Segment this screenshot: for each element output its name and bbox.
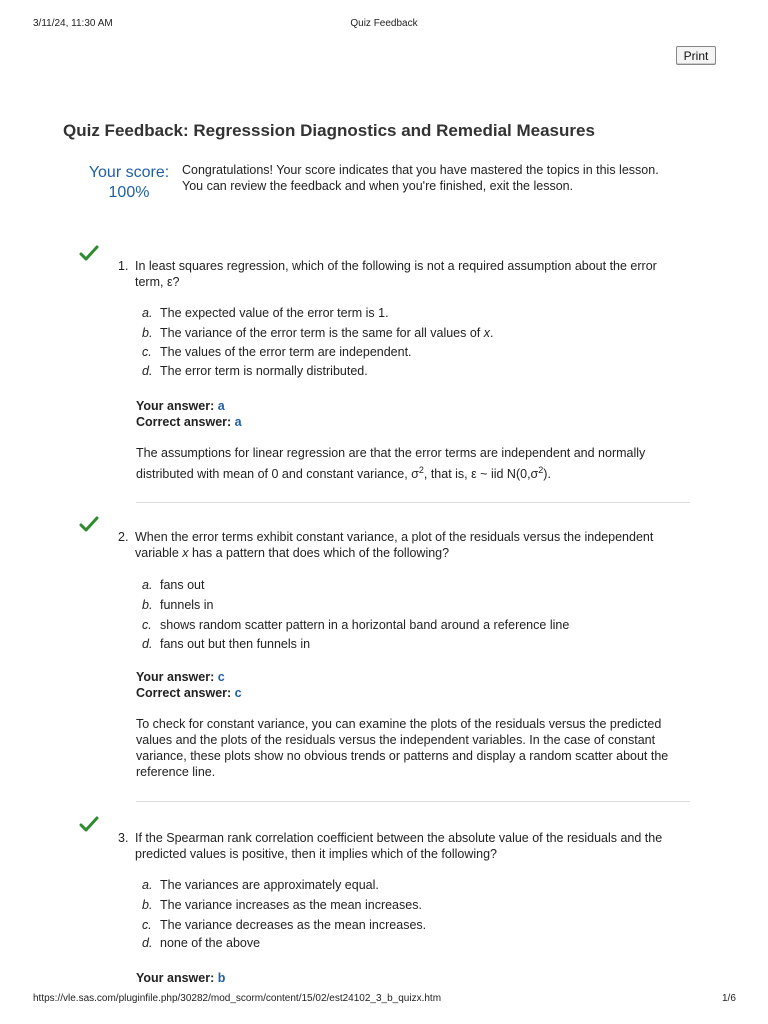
option-text-variable: x [483, 326, 490, 340]
option-letter: d. [142, 936, 153, 950]
quiz-title: Quiz Feedback: Regresssion Diagnostics and Remedial Measures [63, 121, 595, 140]
question-number: 2. [118, 530, 129, 544]
score-value: 100% [108, 184, 150, 201]
explanation-text: ). [543, 467, 551, 482]
option-letter: a. [142, 878, 153, 892]
option-letter: b. [142, 898, 153, 912]
check-mark-icon [79, 816, 99, 834]
divider [136, 801, 690, 802]
answer-summary [136, 970, 225, 986]
option-a [142, 304, 389, 322]
correct-answer-value: c [234, 686, 242, 700]
option-letter: c. [142, 618, 152, 632]
option-letter: d. [142, 637, 153, 651]
score-label: Your score: [88, 164, 170, 181]
print-page-title: Quiz Feedback [350, 18, 418, 29]
answer-explanation [136, 445, 692, 483]
check-mark-icon [79, 516, 99, 534]
divider [136, 502, 690, 503]
option-letter: c. [142, 918, 152, 932]
option-text: The variances are approximately equal. [160, 878, 379, 892]
score-display [80, 163, 178, 203]
option-b [142, 896, 422, 914]
page-number: 1/6 [722, 993, 736, 1004]
question-prompt: In least squares regression, which of the following is not a required assumption about the error term, ε? [135, 259, 657, 289]
option-text: The error term is normally distributed. [160, 364, 368, 378]
option-text-end: . [490, 326, 494, 340]
option-d [142, 934, 260, 952]
score-message: Congratulations! Your score indicates that you have mastered the topics in this lesson. You can review the feedback and when you're finished, exit the lesson. [182, 163, 659, 193]
correct-answer-label: Correct answer: [136, 415, 232, 429]
your-answer-value: b [217, 971, 226, 985]
question-prompt [135, 529, 685, 561]
option-d [142, 635, 310, 653]
question-prompt-start: When the error terms exhibit constant variance, a plot of the residuals versus the independent variable [135, 530, 654, 560]
your-answer-value: c [217, 670, 225, 684]
question-number: 3. [118, 831, 129, 845]
answer-summary [136, 398, 242, 430]
your-answer [136, 970, 225, 986]
correct-answer-value: a [234, 415, 242, 429]
option-c [142, 616, 569, 634]
option-letter: d. [142, 364, 153, 378]
explanation-text: The assumptions for linear regression are that the error terms are independent and normally distributed with mean of 0 and constant variance, σ [136, 446, 646, 482]
option-text: fans out but then funnels in [160, 637, 311, 651]
print-datetime: 3/11/24, 11:30 AM [33, 18, 113, 29]
option-text: The variance increases as the mean increases. [160, 898, 422, 912]
print-footer [0, 993, 768, 1007]
option-b [142, 324, 493, 342]
option-text: shows random scatter pattern in a horizontal band around a reference line [160, 618, 570, 632]
question-prompt-variable: x [182, 546, 189, 560]
option-letter: b. [142, 598, 153, 612]
your-answer-label: Your answer: [136, 971, 215, 985]
your-answer [136, 398, 242, 414]
superscript: 2 [418, 465, 424, 475]
superscript: 2 [538, 465, 544, 475]
option-text: The variance decreases as the mean increases. [160, 918, 427, 932]
check-mark-icon [79, 245, 99, 263]
option-letter: b. [142, 326, 153, 340]
page-url: https://vle.sas.com/pluginfile.php/30282/mod_scorm/content/15/02/est24102_3_b_quizx.htm [33, 993, 442, 1004]
your-answer-label: Your answer: [136, 399, 215, 413]
option-letter: a. [142, 306, 153, 320]
option-a [142, 876, 379, 894]
question-prompt: If the Spearman rank correlation coefficient between the absolute value of the residuals and the predicted values is positive, then it implies which of the following? [135, 831, 663, 861]
answer-explanation: To check for constant variance, you can examine the plots of the residuals versus the predicted values and the plots of the residuals versus the independent variables. In the case of constant variance, these plots show no obvious trends or patterns and display a random scatter about the reference line. [136, 717, 669, 779]
option-text: none of the above [160, 936, 261, 950]
your-answer [136, 669, 242, 685]
correct-answer [136, 414, 242, 430]
option-text: The values of the error term are independent. [160, 345, 412, 359]
option-a [142, 576, 204, 594]
question-prompt-end: has a pattern that does which of the following? [188, 546, 450, 560]
question-number: 1. [118, 259, 129, 273]
your-answer-value: a [217, 399, 225, 413]
explanation-text: , that is, ε ~ iid N(0,σ [423, 467, 539, 482]
option-letter: c. [142, 345, 152, 359]
correct-answer [136, 685, 242, 701]
print-header [0, 18, 768, 32]
option-b [142, 596, 214, 614]
option-c [142, 916, 426, 934]
option-text: The variance of the error term is the same for all values of [160, 326, 484, 340]
option-text: The expected value of the error term is 1. [160, 306, 389, 320]
print-button[interactable]: Print [676, 46, 716, 65]
correct-answer-label: Correct answer: [136, 686, 232, 700]
option-letter: a. [142, 578, 153, 592]
your-answer-label: Your answer: [136, 670, 215, 684]
option-d [142, 362, 368, 380]
option-c [142, 343, 412, 361]
answer-summary [136, 669, 242, 701]
option-text: fans out [160, 578, 205, 592]
option-text: funnels in [160, 598, 214, 612]
